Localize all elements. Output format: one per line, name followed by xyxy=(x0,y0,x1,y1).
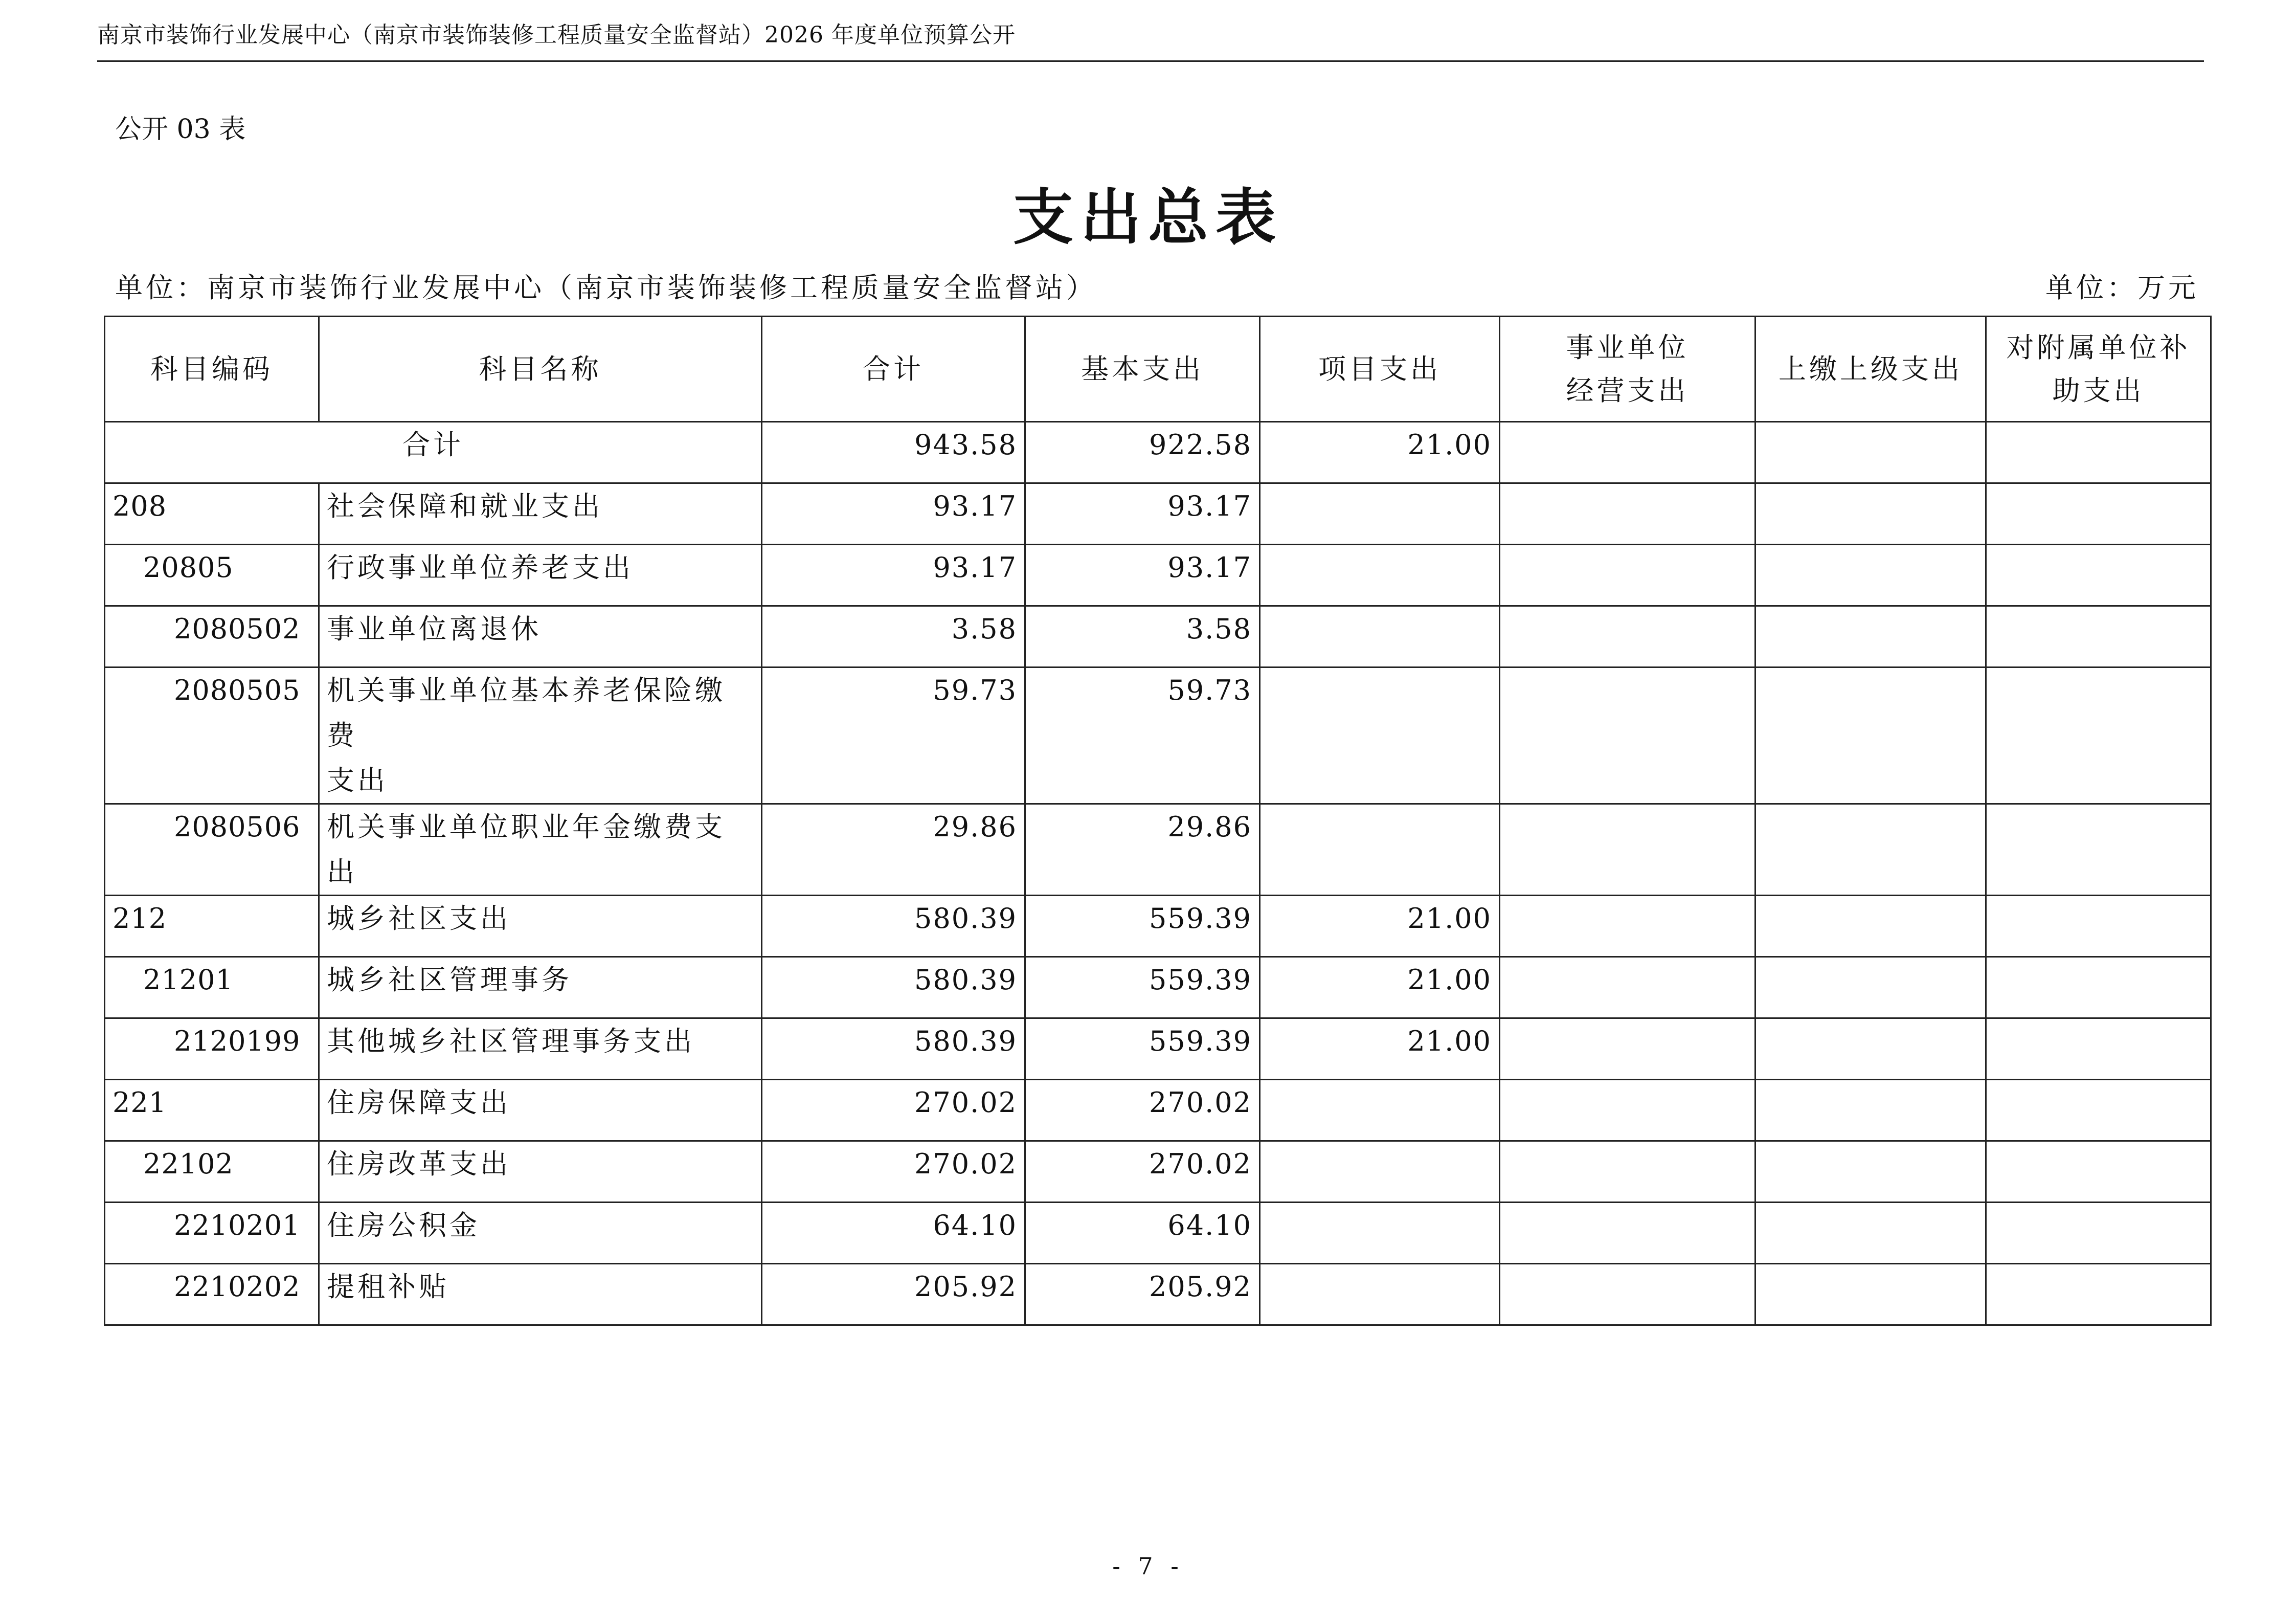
table-row xyxy=(105,1018,2211,1080)
table-row xyxy=(105,1080,2211,1141)
total-row xyxy=(105,422,2211,483)
expenditure-table xyxy=(104,316,2212,1326)
row-name-line2: 支出 xyxy=(327,764,388,796)
row-basic: 559.39 xyxy=(1025,1018,1260,1080)
row-code: 2080505 xyxy=(105,668,319,804)
row-subsidy xyxy=(1986,483,2211,545)
row-upper xyxy=(1755,1141,1986,1203)
row-subsidy xyxy=(1986,606,2211,668)
row-name: 事业单位离退休 xyxy=(319,606,762,668)
table-row xyxy=(105,957,2211,1018)
row-upper xyxy=(1755,957,1986,1018)
row-business xyxy=(1500,1018,1755,1080)
page-title: 支出总表 xyxy=(1012,182,1283,253)
row-basic: 559.39 xyxy=(1025,957,1260,1018)
row-name: 社会保障和就业支出 xyxy=(319,483,762,545)
total-cell-project: 21.00 xyxy=(1260,422,1500,483)
row-subsidy xyxy=(1986,1018,2211,1080)
table-number: 公开 03 表 xyxy=(115,114,246,145)
row-upper xyxy=(1755,1018,1986,1080)
row-code: 2210201 xyxy=(105,1203,319,1264)
row-name: 城乡社区支出 xyxy=(319,896,762,957)
row-project xyxy=(1260,483,1500,545)
col-header-subsidy-line2: 助支出 xyxy=(2052,374,2145,407)
row-project: 21.00 xyxy=(1260,896,1500,957)
row-code: 208 xyxy=(105,483,319,545)
page-number: - 7 - xyxy=(1112,1552,1184,1580)
row-upper xyxy=(1755,545,1986,606)
row-basic: 205.92 xyxy=(1025,1264,1260,1325)
row-basic: 59.73 xyxy=(1025,668,1260,804)
table-row xyxy=(105,606,2211,668)
row-basic: 93.17 xyxy=(1025,545,1260,606)
table-row xyxy=(105,1264,2211,1325)
row-project xyxy=(1260,1264,1500,1325)
row-total: 270.02 xyxy=(762,1080,1025,1141)
row-code: 21201 xyxy=(105,957,319,1018)
row-business xyxy=(1500,1141,1755,1203)
row-name: 机关事业单位职业年金缴费支出 xyxy=(319,804,762,896)
row-code: 212 xyxy=(105,896,319,957)
row-subsidy xyxy=(1986,1141,2211,1203)
row-subsidy xyxy=(1986,668,2211,804)
row-total: 205.92 xyxy=(762,1264,1025,1325)
row-upper xyxy=(1755,668,1986,804)
row-code: 20805 xyxy=(105,545,319,606)
row-code: 221 xyxy=(105,1080,319,1141)
row-project xyxy=(1260,1080,1500,1141)
col-header-subsidy-line1: 对附属单位补 xyxy=(2006,331,2191,364)
row-total: 580.39 xyxy=(762,957,1025,1018)
row-business xyxy=(1500,957,1755,1018)
table-row xyxy=(105,545,2211,606)
col-header-total: 合计 xyxy=(762,317,1025,422)
col-header-name: 科目名称 xyxy=(319,317,762,422)
row-project xyxy=(1260,804,1500,896)
row-upper xyxy=(1755,804,1986,896)
row-subsidy xyxy=(1986,896,2211,957)
row-project: 21.00 xyxy=(1260,957,1500,1018)
row-total: 93.17 xyxy=(762,545,1025,606)
col-header-upper: 上缴上级支出 xyxy=(1755,317,1986,422)
row-business xyxy=(1500,1264,1755,1325)
row-code: 2080502 xyxy=(105,606,319,668)
total-label: 合计 xyxy=(105,422,762,483)
total-cell-upper xyxy=(1755,422,1986,483)
row-business xyxy=(1500,1203,1755,1264)
row-upper xyxy=(1755,606,1986,668)
row-total: 580.39 xyxy=(762,896,1025,957)
table-row xyxy=(105,1203,2211,1264)
row-basic: 3.58 xyxy=(1025,606,1260,668)
table-row xyxy=(105,668,2211,804)
row-basic: 29.86 xyxy=(1025,804,1260,896)
row-business xyxy=(1500,483,1755,545)
header-divider xyxy=(97,60,2204,62)
row-project xyxy=(1260,1141,1500,1203)
row-name: 住房公积金 xyxy=(319,1203,762,1264)
unit-organization: 单位：南京市装饰行业发展中心（南京市装饰装修工程质量安全监督站） xyxy=(115,272,1097,304)
row-project: 21.00 xyxy=(1260,1018,1500,1080)
row-project xyxy=(1260,1203,1500,1264)
total-cell-basic: 922.58 xyxy=(1025,422,1260,483)
row-basic: 270.02 xyxy=(1025,1080,1260,1141)
row-subsidy xyxy=(1986,1080,2211,1141)
row-code: 2210202 xyxy=(105,1264,319,1325)
col-header-basic: 基本支出 xyxy=(1025,317,1260,422)
row-name: 城乡社区管理事务 xyxy=(319,957,762,1018)
row-name: 住房改革支出 xyxy=(319,1141,762,1203)
row-total: 93.17 xyxy=(762,483,1025,545)
row-basic: 93.17 xyxy=(1025,483,1260,545)
table-header-row xyxy=(105,317,2211,422)
col-header-subsidy xyxy=(1986,317,2211,422)
row-total: 29.86 xyxy=(762,804,1025,896)
row-code: 22102 xyxy=(105,1141,319,1203)
row-project xyxy=(1260,545,1500,606)
row-business xyxy=(1500,606,1755,668)
total-cell-total: 943.58 xyxy=(762,422,1025,483)
row-name: 其他城乡社区管理事务支出 xyxy=(319,1018,762,1080)
row-business xyxy=(1500,804,1755,896)
row-business xyxy=(1500,1080,1755,1141)
row-name-line1: 机关事业单位基本养老保险缴费 xyxy=(327,674,726,751)
row-business xyxy=(1500,668,1755,804)
total-cell-business xyxy=(1500,422,1755,483)
row-subsidy xyxy=(1986,804,2211,896)
row-basic: 559.39 xyxy=(1025,896,1260,957)
table-row xyxy=(105,483,2211,545)
row-subsidy xyxy=(1986,545,2211,606)
row-name: 住房保障支出 xyxy=(319,1080,762,1141)
row-subsidy xyxy=(1986,957,2211,1018)
row-total: 270.02 xyxy=(762,1141,1025,1203)
table-row xyxy=(105,896,2211,957)
running-header: 南京市装饰行业发展中心（南京市装饰装修工程质量安全监督站）2026 年度单位预算公开 xyxy=(97,22,1016,48)
row-upper xyxy=(1755,1264,1986,1325)
row-name: 行政事业单位养老支出 xyxy=(319,545,762,606)
unit-currency: 单位：万元 xyxy=(2045,272,2199,304)
row-business xyxy=(1500,896,1755,957)
row-basic: 64.10 xyxy=(1025,1203,1260,1264)
col-header-business-line1: 事业单位 xyxy=(1566,331,1689,364)
row-project xyxy=(1260,668,1500,804)
row-upper xyxy=(1755,1080,1986,1141)
total-cell-subsidy xyxy=(1986,422,2211,483)
col-header-business xyxy=(1500,317,1755,422)
row-business xyxy=(1500,545,1755,606)
row-upper xyxy=(1755,483,1986,545)
row-code: 2120199 xyxy=(105,1018,319,1080)
table-row xyxy=(105,804,2211,896)
row-basic: 270.02 xyxy=(1025,1141,1260,1203)
row-upper xyxy=(1755,896,1986,957)
row-total: 59.73 xyxy=(762,668,1025,804)
row-subsidy xyxy=(1986,1264,2211,1325)
row-project xyxy=(1260,606,1500,668)
col-header-project: 项目支出 xyxy=(1260,317,1500,422)
row-subsidy xyxy=(1986,1203,2211,1264)
table-row xyxy=(105,1141,2211,1203)
row-code: 2080506 xyxy=(105,804,319,896)
row-upper xyxy=(1755,1203,1986,1264)
row-total: 580.39 xyxy=(762,1018,1025,1080)
row-total: 64.10 xyxy=(762,1203,1025,1264)
col-header-business-line2: 经营支出 xyxy=(1566,374,1689,407)
col-header-code: 科目编码 xyxy=(105,317,319,422)
row-total: 3.58 xyxy=(762,606,1025,668)
row-name xyxy=(319,668,762,804)
row-name: 提租补贴 xyxy=(319,1264,762,1325)
